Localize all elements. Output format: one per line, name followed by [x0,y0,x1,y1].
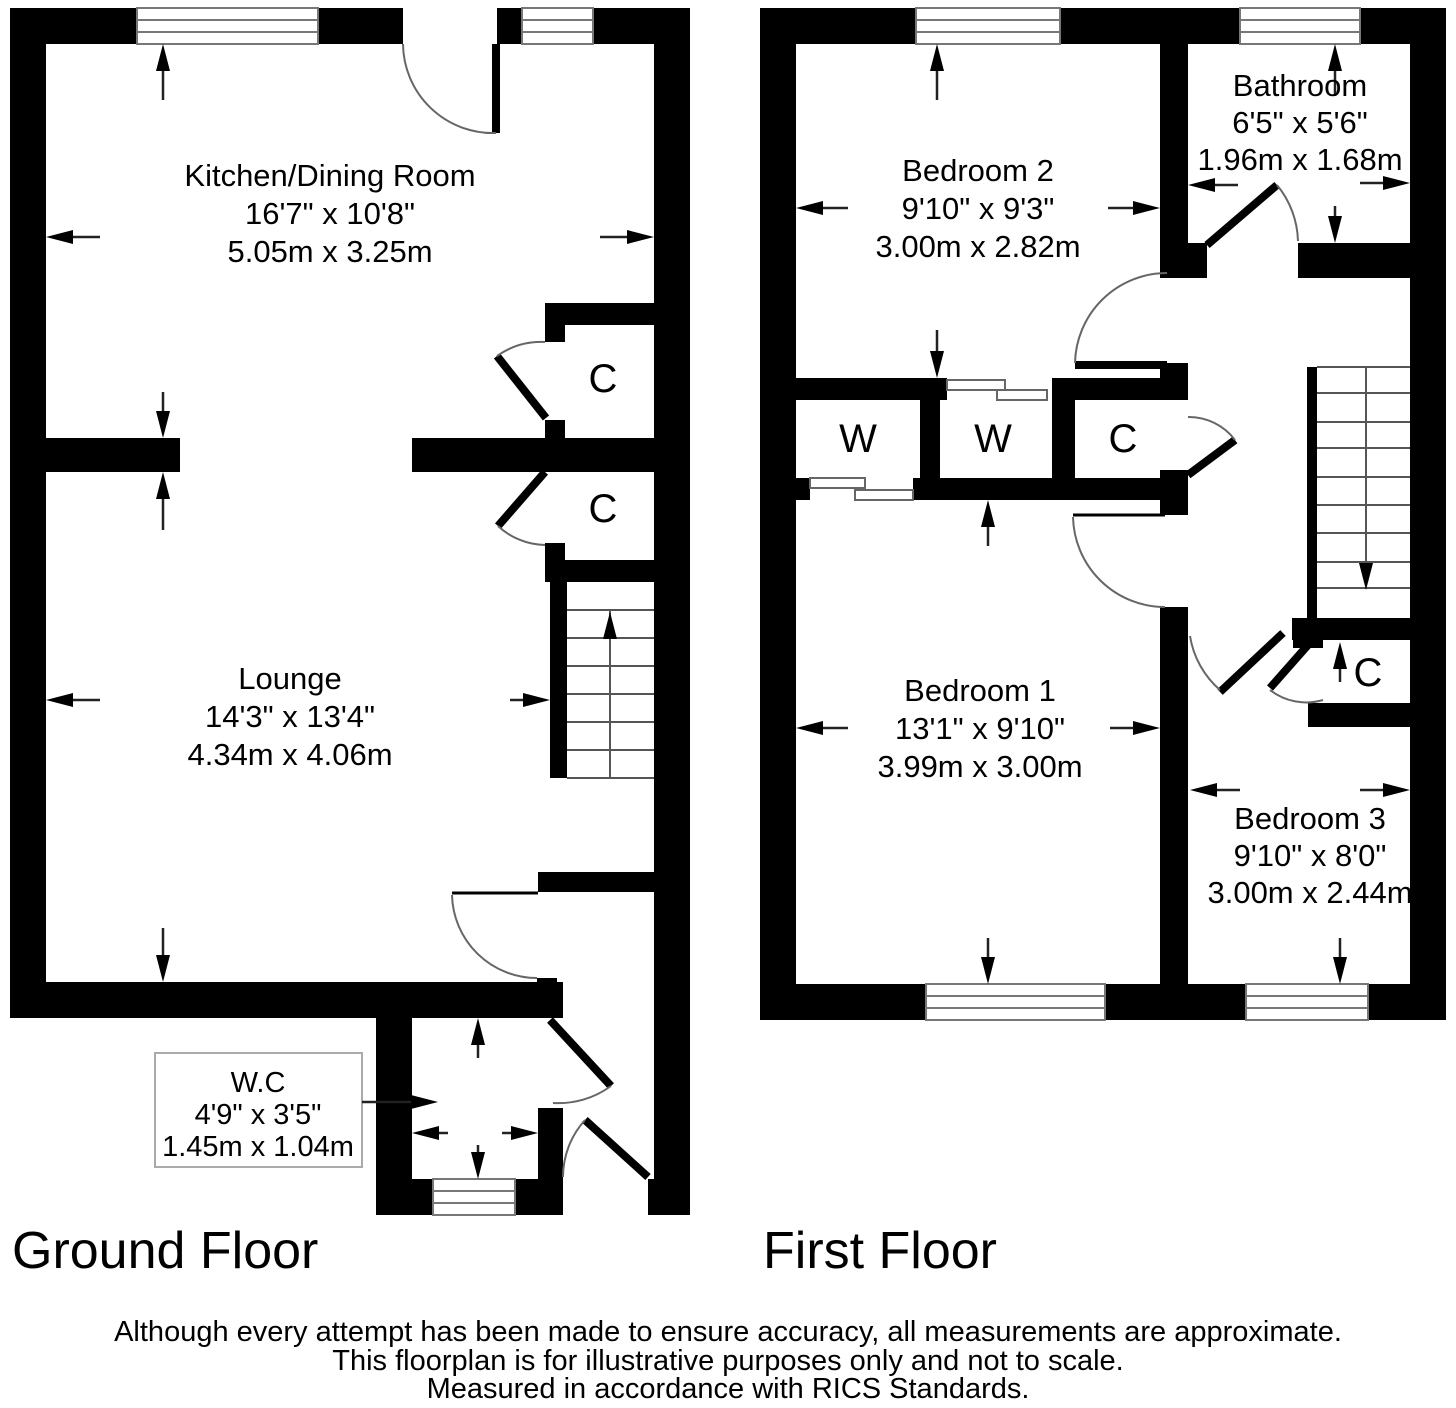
wardrobe1-letter: W [839,417,877,461]
bathroom-window [1240,8,1360,44]
disclaimer-line-2: This floorplan is for illustrative purposes only and not to scale. [332,1345,1124,1377]
lounge-size-metric-label: 4.34m x 4.06m [187,737,393,772]
wardrobe2-letter: W [974,417,1012,461]
kitchen-size-imperial-label: 16'7" x 10'8" [244,196,416,231]
lounge-name-label: Lounge [238,661,342,696]
wc-size-metric-label: 1.45m x 1.04m [162,1131,354,1163]
bathroom-name-label: Bathroom [1232,68,1368,103]
bedroom1-name-label: Bedroom 1 [904,673,1056,708]
disclaimer-line-3: Measured in accordance with RICS Standards. [426,1373,1030,1405]
bedroom2-size-imperial-label: 9'10" x 9'3" [901,191,1055,226]
first-floor-title: First Floor [763,1222,997,1280]
bedroom2-window [916,8,1060,44]
stairs-closet-letter: C [1353,651,1383,695]
ground-floor-title: Ground Floor [12,1222,319,1280]
wc-front-window [433,1179,515,1215]
bedroom3-size-imperial-label: 9'10" x 8'0" [1233,838,1387,873]
bedroom3-size-metric-label: 3.00m x 2.44m [1207,875,1413,910]
kitchen-window-left [137,8,318,44]
disclaimer-line-1: Although every attempt has been made to ensure accuracy, all measurements are approximate. [114,1316,1342,1348]
wc-size-imperial-label: 4'9" x 3'5" [194,1099,322,1131]
kitchen-size-metric-label: 5.05m x 3.25m [227,234,433,269]
wc-name-label: W.C [230,1067,286,1099]
closet-lower-letter: C [588,487,618,531]
bedroom1-size-imperial-label: 13'1" x 9'10" [894,711,1066,746]
kitchen-window-right [522,8,593,44]
lounge-size-imperial-label: 14'3" x 13'4" [204,699,376,734]
bedroom2-name-label: Bedroom 2 [902,153,1054,188]
bathroom-size-imperial-label: 6'5" x 5'6" [1232,105,1368,140]
bedroom3-window [1246,984,1368,1020]
bathroom-size-metric-label: 1.96m x 1.68m [1197,142,1403,177]
kitchen-name-label: Kitchen/Dining Room [184,158,476,193]
bedroom1-size-metric-label: 3.99m x 3.00m [877,749,1083,784]
hall-closet-letter: C [1108,417,1138,461]
bedroom3-name-label: Bedroom 3 [1234,801,1386,836]
bedroom1-window [926,984,1105,1020]
bedroom2-size-metric-label: 3.00m x 2.82m [875,229,1081,264]
closet-upper-letter: C [588,357,618,401]
